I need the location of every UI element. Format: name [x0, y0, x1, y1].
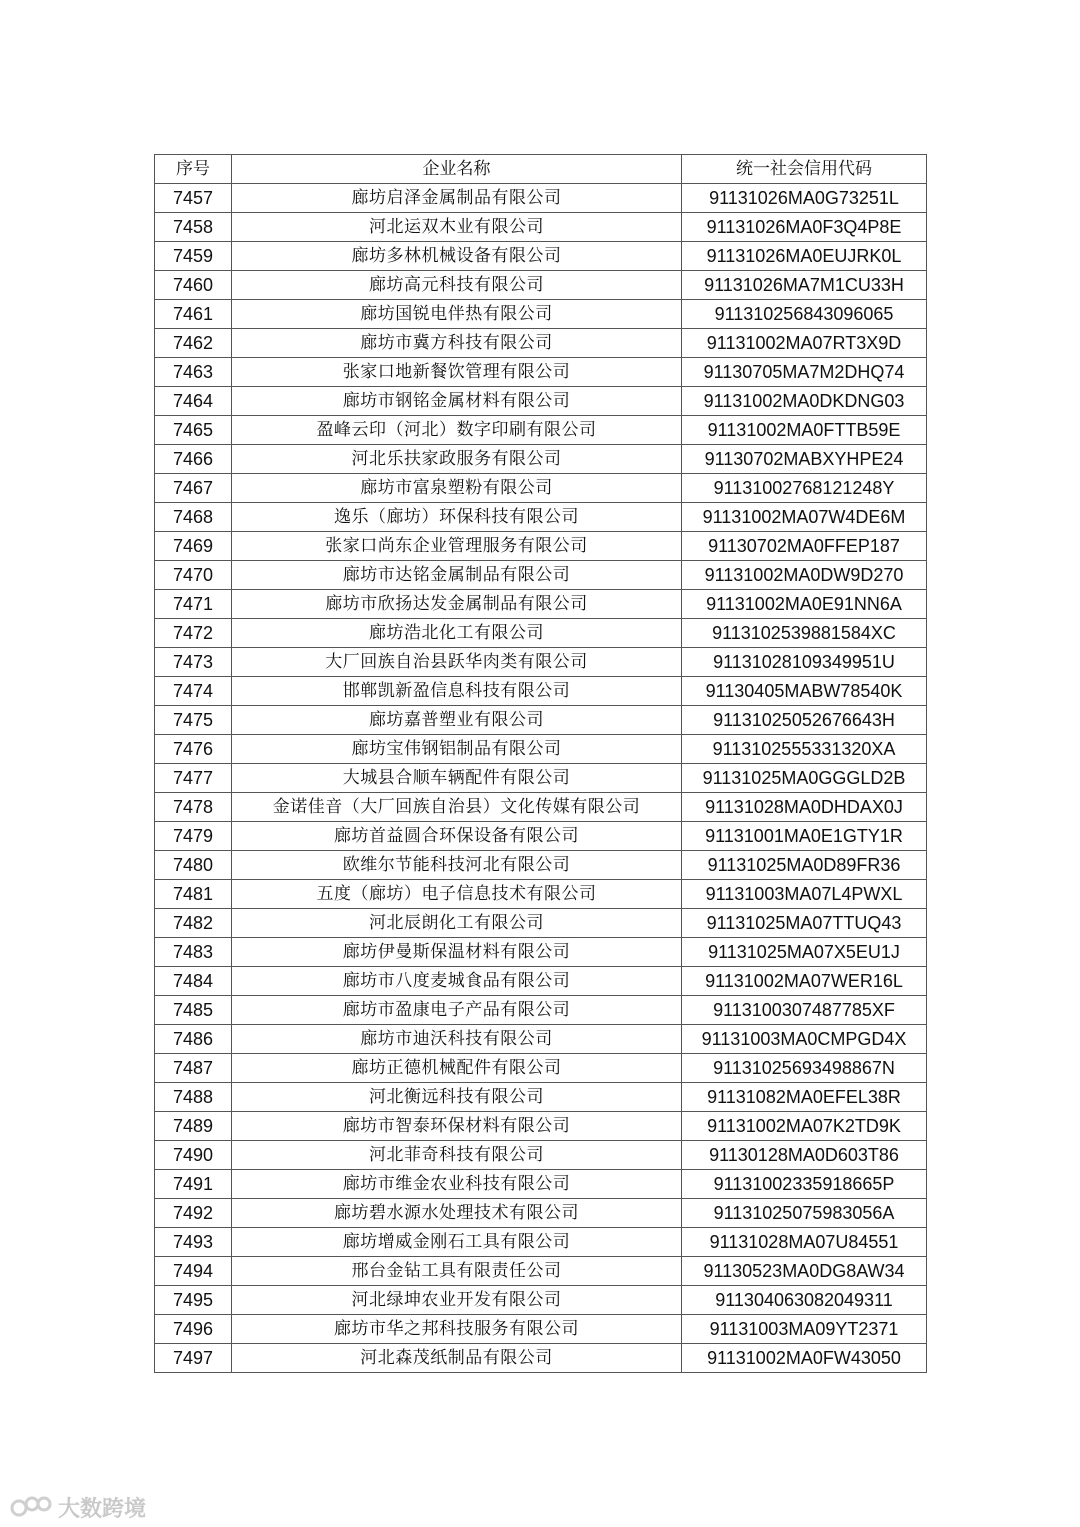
row-index: 7485 [155, 996, 232, 1025]
company-name: 廊坊市欣扬达发金属制品有限公司 [232, 590, 682, 619]
credit-code: 91131025MA0GGGLD2B [682, 764, 927, 793]
table-row [155, 271, 927, 300]
enterprise-table [154, 154, 927, 1373]
company-name: 廊坊首益圆合环保设备有限公司 [232, 822, 682, 851]
row-index: 7495 [155, 1286, 232, 1315]
row-index: 7481 [155, 880, 232, 909]
row-index: 7488 [155, 1083, 232, 1112]
company-name: 廊坊市富泉塑粉有限公司 [232, 474, 682, 503]
row-index: 7484 [155, 967, 232, 996]
row-index: 7486 [155, 1025, 232, 1054]
company-name: 廊坊增威金刚石工具有限公司 [232, 1228, 682, 1257]
table-row [155, 1054, 927, 1083]
company-name: 廊坊启泽金属制品有限公司 [232, 184, 682, 213]
row-index: 7472 [155, 619, 232, 648]
company-name: 廊坊国锐电伴热有限公司 [232, 300, 682, 329]
company-name: 廊坊市八度麦城食品有限公司 [232, 967, 682, 996]
company-name: 廊坊伊曼斯保温材料有限公司 [232, 938, 682, 967]
row-index: 7491 [155, 1170, 232, 1199]
table-row [155, 1025, 927, 1054]
company-name: 廊坊市达铭金属制品有限公司 [232, 561, 682, 590]
row-index: 7474 [155, 677, 232, 706]
company-name: 河北衡远科技有限公司 [232, 1083, 682, 1112]
credit-code: 91131001MA0E1GTY1R [682, 822, 927, 851]
company-name: 廊坊市迪沃科技有限公司 [232, 1025, 682, 1054]
row-index: 7475 [155, 706, 232, 735]
company-name: 逸乐（廊坊）环保科技有限公司 [232, 503, 682, 532]
credit-code: 91131026MA0F3Q4P8E [682, 213, 927, 242]
row-index: 7465 [155, 416, 232, 445]
table-row [155, 329, 927, 358]
credit-code: 91131002MA0FW43050 [682, 1344, 927, 1373]
credit-code: 91130128MA0D603T86 [682, 1141, 927, 1170]
company-name: 廊坊高元科技有限公司 [232, 271, 682, 300]
row-index: 7479 [155, 822, 232, 851]
row-index: 7471 [155, 590, 232, 619]
table-row [155, 1228, 927, 1257]
header-company-name: 企业名称 [232, 155, 682, 184]
table-row [155, 213, 927, 242]
company-name: 廊坊浩北化工有限公司 [232, 619, 682, 648]
credit-code: 91131002MA0E91NN6A [682, 590, 927, 619]
company-name: 河北辰朗化工有限公司 [232, 909, 682, 938]
credit-code: 91130523MA0DG8AW34 [682, 1257, 927, 1286]
credit-code: 91131025075983056A [682, 1199, 927, 1228]
credit-code: 91131003MA07L4PWXL [682, 880, 927, 909]
company-name: 河北绿坤农业开发有限公司 [232, 1286, 682, 1315]
company-name: 廊坊市冀方科技有限公司 [232, 329, 682, 358]
row-index: 7494 [155, 1257, 232, 1286]
row-index: 7458 [155, 213, 232, 242]
row-index: 7480 [155, 851, 232, 880]
company-name: 张家口地新餐饮管理有限公司 [232, 358, 682, 387]
table-row [155, 1083, 927, 1112]
company-name: 邢台金钻工具有限责任公司 [232, 1257, 682, 1286]
company-name: 廊坊市钢铭金属材料有限公司 [232, 387, 682, 416]
credit-code: 91131002MA07K2TD9K [682, 1112, 927, 1141]
table-row [155, 706, 927, 735]
table-row [155, 1141, 927, 1170]
table-row [155, 445, 927, 474]
company-name: 廊坊正德机械配件有限公司 [232, 1054, 682, 1083]
company-name: 河北运双木业有限公司 [232, 213, 682, 242]
company-name: 廊坊市维金农业科技有限公司 [232, 1170, 682, 1199]
credit-code: 91131002768121248Y [682, 474, 927, 503]
credit-code: 91131003MA0CMPGD4X [682, 1025, 927, 1054]
table-row [155, 648, 927, 677]
company-name: 大厂回族自治县跃华肉类有限公司 [232, 648, 682, 677]
credit-code: 91131002MA07W4DE6M [682, 503, 927, 532]
row-index: 7469 [155, 532, 232, 561]
table-row [155, 764, 927, 793]
table-row [155, 1199, 927, 1228]
row-index: 7477 [155, 764, 232, 793]
credit-code: 91131002MA07WER16L [682, 967, 927, 996]
company-name: 廊坊市华之邦科技服务有限公司 [232, 1315, 682, 1344]
row-index: 7463 [155, 358, 232, 387]
company-name: 欧维尔节能科技河北有限公司 [232, 851, 682, 880]
row-index: 7497 [155, 1344, 232, 1373]
table-row [155, 735, 927, 764]
table-row [155, 1286, 927, 1315]
row-index: 7466 [155, 445, 232, 474]
table-row [155, 909, 927, 938]
table-row [155, 1315, 927, 1344]
brand-logo-icon [10, 1494, 52, 1520]
table-row [155, 1170, 927, 1199]
credit-code: 91131025MA07X5EU1J [682, 938, 927, 967]
company-name: 河北森茂纸制品有限公司 [232, 1344, 682, 1373]
credit-code: 91131002MA0FTTB59E [682, 416, 927, 445]
credit-code: 91131026MA0G73251L [682, 184, 927, 213]
credit-code: 911304063082049311 [682, 1286, 927, 1315]
row-index: 7489 [155, 1112, 232, 1141]
credit-code: 91130702MA0FFEP187 [682, 532, 927, 561]
table-row [155, 590, 927, 619]
row-index: 7462 [155, 329, 232, 358]
credit-code: 91131002MA0DW9D270 [682, 561, 927, 590]
header-index: 序号 [155, 155, 232, 184]
company-name: 盈峰云印（河北）数字印刷有限公司 [232, 416, 682, 445]
row-index: 7468 [155, 503, 232, 532]
row-index: 7490 [155, 1141, 232, 1170]
credit-code: 91131002335918665P [682, 1170, 927, 1199]
credit-code: 91131025MA0D89FR36 [682, 851, 927, 880]
credit-code: 91131025052676643H [682, 706, 927, 735]
company-name: 廊坊碧水源水处理技术有限公司 [232, 1199, 682, 1228]
table-row [155, 677, 927, 706]
company-name: 金诺佳音（大厂回族自治县）文化传媒有限公司 [232, 793, 682, 822]
table-row [155, 938, 927, 967]
table-row [155, 503, 927, 532]
table-row [155, 300, 927, 329]
table-row [155, 416, 927, 445]
company-name: 廊坊多林机械设备有限公司 [232, 242, 682, 271]
table-header-row [155, 155, 927, 184]
credit-code: 91130702MABXYHPE24 [682, 445, 927, 474]
row-index: 7476 [155, 735, 232, 764]
table-row [155, 358, 927, 387]
table-row [155, 1257, 927, 1286]
table-row [155, 184, 927, 213]
company-name: 邯郸凯新盈信息科技有限公司 [232, 677, 682, 706]
row-index: 7470 [155, 561, 232, 590]
row-index: 7482 [155, 909, 232, 938]
credit-code: 91131082MA0EFEL38R [682, 1083, 927, 1112]
table-row [155, 996, 927, 1025]
credit-code: 91131003MA09YT2371 [682, 1315, 927, 1344]
company-name: 河北菲奇科技有限公司 [232, 1141, 682, 1170]
credit-code: 91131025693498867N [682, 1054, 927, 1083]
table-row [155, 619, 927, 648]
credit-code: 91131028109349951U [682, 648, 927, 677]
company-name: 五度（廊坊）电子信息技术有限公司 [232, 880, 682, 909]
row-index: 7460 [155, 271, 232, 300]
row-index: 7473 [155, 648, 232, 677]
watermark [10, 1492, 146, 1522]
credit-code: 91130705MA7M2DHQ74 [682, 358, 927, 387]
credit-code: 91130405MABW78540K [682, 677, 927, 706]
row-index: 7487 [155, 1054, 232, 1083]
watermark-text: 大数跨境 [58, 1496, 147, 1522]
credit-code: 91131025MA07TTUQ43 [682, 909, 927, 938]
credit-code: 91131002MA07RT3X9D [682, 329, 927, 358]
table-row [155, 967, 927, 996]
company-name: 张家口尚东企业管理服务有限公司 [232, 532, 682, 561]
row-index: 7492 [155, 1199, 232, 1228]
row-index: 7464 [155, 387, 232, 416]
table-row [155, 387, 927, 416]
table-row [155, 793, 927, 822]
row-index: 7493 [155, 1228, 232, 1257]
company-name: 廊坊市智泰环保材料有限公司 [232, 1112, 682, 1141]
table-row [155, 1344, 927, 1373]
table-row [155, 851, 927, 880]
row-index: 7496 [155, 1315, 232, 1344]
table-row [155, 822, 927, 851]
company-name: 河北乐扶家政服务有限公司 [232, 445, 682, 474]
credit-code: 9113100307487785XF [682, 996, 927, 1025]
credit-code: 91131028MA0DHDAX0J [682, 793, 927, 822]
credit-code: 9113102539881584XC [682, 619, 927, 648]
credit-code: 91131026MA7M1CU33H [682, 271, 927, 300]
table-row [155, 532, 927, 561]
row-index: 7457 [155, 184, 232, 213]
row-index: 7478 [155, 793, 232, 822]
credit-code: 91131026MA0EUJRK0L [682, 242, 927, 271]
table-row [155, 561, 927, 590]
company-name: 廊坊嘉普塑业有限公司 [232, 706, 682, 735]
credit-code: 91131002MA0DKDNG03 [682, 387, 927, 416]
header-credit-code: 统一社会信用代码 [682, 155, 927, 184]
row-index: 7459 [155, 242, 232, 271]
credit-code: 91131028MA07U84551 [682, 1228, 927, 1257]
company-name: 廊坊市盈康电子产品有限公司 [232, 996, 682, 1025]
row-index: 7467 [155, 474, 232, 503]
table-row [155, 1112, 927, 1141]
credit-code: 9113102555331320XA [682, 735, 927, 764]
credit-code: 911310256843096065 [682, 300, 927, 329]
company-name: 大城县合顺车辆配件有限公司 [232, 764, 682, 793]
table-row [155, 474, 927, 503]
table-row [155, 242, 927, 271]
row-index: 7483 [155, 938, 232, 967]
row-index: 7461 [155, 300, 232, 329]
table-row [155, 880, 927, 909]
company-name: 廊坊宝伟钢铝制品有限公司 [232, 735, 682, 764]
